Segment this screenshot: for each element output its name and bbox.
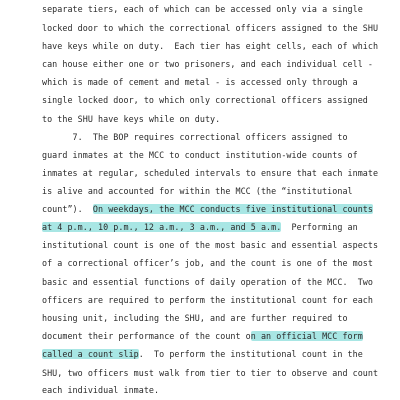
text-line — [42, 221, 358, 233]
text-segment: can house either one or two prisoners, and each individual cell - — [42, 59, 373, 69]
text-line — [42, 149, 358, 161]
text-segment: institutional count is one of the most basic and essential aspects — [42, 240, 379, 250]
text-segment: each individual inmate. — [42, 385, 160, 395]
text-line — [42, 294, 373, 306]
text-segment: 7. The BOP requires correctional officers assigned to — [42, 132, 348, 142]
text-line — [42, 203, 373, 215]
text-segment: separate tiers, each of which can be accessed only via a single — [42, 4, 363, 14]
text-segment: basic and essential functions of daily operation of the MCC. Two — [42, 277, 373, 287]
text-segment: officers are required to perform the institutional count for each — [42, 295, 373, 305]
text-segment: inmates at regular, scheduled intervals to ensure that each inmate — [42, 168, 379, 178]
text-line — [42, 22, 378, 34]
text-line — [42, 384, 159, 396]
text-line — [42, 40, 378, 52]
text-segment: locked door to which the correctional officers assigned to the SHU — [42, 23, 379, 33]
text-line — [42, 3, 363, 15]
text-segment: Performing an — [281, 222, 358, 232]
text-segment: guard inmates at the MCC to conduct institution-wide counts of — [42, 150, 358, 160]
text-line — [42, 257, 373, 269]
text-line — [42, 185, 353, 197]
text-segment: housing unit, including the SHU, and are further required to — [42, 313, 348, 323]
text-segment: single locked door, to which only correctional officers assigned — [42, 95, 368, 105]
text-segment: count”). — [42, 204, 93, 214]
text-segment: SHU, two officers must walk from tier to tier to observe and count — [42, 368, 379, 378]
text-segment: to the SHU have keys while on duty. — [42, 114, 221, 124]
text-line — [42, 167, 378, 179]
text-segment: which is made of cement and metal - is accessed only through a — [42, 77, 358, 87]
highlighted-text: n an official MCC form — [250, 331, 363, 341]
text-line — [42, 131, 348, 143]
text-segment: document their performance of the count o — [42, 331, 251, 341]
text-line — [42, 113, 220, 125]
text-line — [42, 239, 378, 251]
text-line — [42, 330, 363, 342]
text-line — [42, 367, 378, 379]
highlighted-text: at 4 p.m., 10 p.m., 12 a.m., 3 a.m., and 5 a.m. — [42, 222, 282, 232]
text-segment: is alive and accounted for within the MCC (the “institutional — [42, 186, 353, 196]
text-segment: have keys while on duty. Each tier has eight cells, each of which — [42, 41, 379, 51]
text-segment: . To perform the institutional count in the — [138, 349, 363, 359]
text-line — [42, 94, 368, 106]
text-segment: of a correctional officer’s job, and the count is one of the most — [42, 258, 373, 268]
text-line — [42, 58, 373, 70]
text-line — [42, 76, 358, 88]
text-line — [42, 312, 348, 324]
highlighted-text: called a count slip — [42, 349, 139, 359]
text-line — [42, 276, 373, 288]
text-line — [42, 348, 363, 360]
highlighted-text: On weekdays, the MCC conducts five institutional counts — [92, 204, 373, 214]
